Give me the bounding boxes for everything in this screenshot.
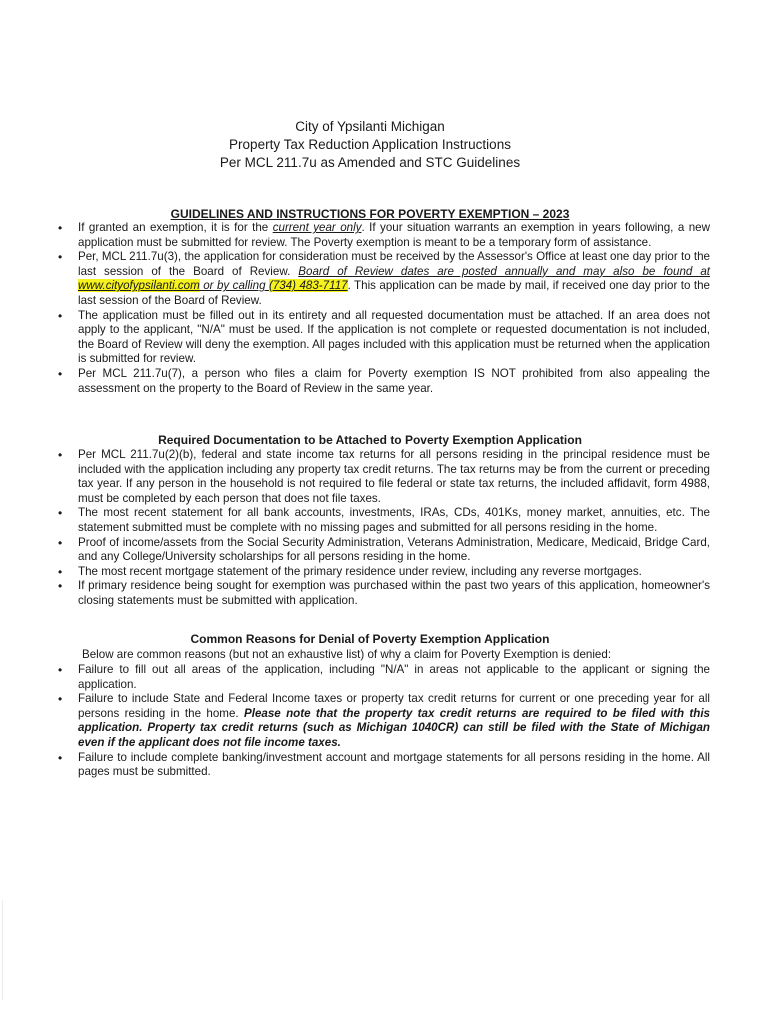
text-run: Per, MCL 211.7u(3), the application for consideration must be received by the Assessor's Office at least one day prior to the last session of the Board of Review. [78,250,710,278]
list-item: • Per MCL 211.7u(2)(b), federal and state income tax returns for all persons residing in the principal residence must be included with the application including any property tax credit returns. The tax returns may be from the current or preceding tax year. If any person in the household is not required to file federal or state tax returns, the included affidavit, form 4988, must be completed by each person that does not file taxes. [58,448,710,506]
list-item [58,692,710,750]
emphasis-text: current year only [272,221,362,234]
list-item: • If primary residence being sought for exemption was purchased within the past two years of this application, homeowner's closing statements must be submitted with application. [58,579,710,608]
list-item: • The most recent mortgage statement of the primary residence under review, including any reverse mortgages. [58,565,710,580]
title-line-instructions: Property Tax Reduction Application Instructions [229,137,511,152]
list-item: • The most recent statement for all bank accounts, investments, IRAs, CDs, 401Ks, money market, annuities, etc. The statement submitted must be complete with no missing pages and submitted for all persons residing in the home. [58,506,710,535]
text-run: Failure to include State and Federal Income taxes or property tax credit returns for current or one preceding year for all persons residing in the home. [78,692,710,720]
text-run: . This application can be made by mail, if received one day prior to the last session of the Board of Review. [78,279,710,307]
denial-heading: Common Reasons for Denial of Poverty Exemption Application [190,632,550,646]
guidelines-list [58,221,710,396]
scan-edge-line [2,900,3,1000]
required-docs-heading: Required Documentation to be Attached to Poverty Exemption Application [158,433,582,447]
text-run: . If your situation warrants an exemption in years following, a new application must be submitted for review. The Poverty exemption is meant to be a temporary form of assistance. [78,221,710,249]
document-title [0,118,740,172]
website-link[interactable]: www.cityofypsilanti.com [78,279,200,293]
list-item [58,250,710,308]
list-item: • Failure to fill out all areas of the application, including "N/A" in areas not applicable to the applicant or signing the application. [58,663,710,692]
denial-list [58,663,710,780]
list-item: • Per MCL 211.7u(7), a person who files a claim for Poverty exemption IS NOT prohibited from also appealing the assessment on the property to the Board of Review in the same year. [58,367,710,396]
text-run: If granted an exemption, it is for the [78,221,273,234]
list-item [58,221,710,250]
phone-number[interactable]: (734) 483-7117 [268,279,348,293]
text-run: or by calling [199,279,269,293]
guidelines-heading: GUIDELINES AND INSTRUCTIONS FOR POVERTY EXEMPTION – 2023 [170,207,570,221]
list-item: • Proof of income/assets from the Social Security Administration, Veterans Administration, Medicare, Medicaid, Bridge Card, and any College/University scholarships for all persons residing in the home. [58,536,710,565]
title-line-city: City of Ypsilanti Michigan [295,119,445,134]
title-line-mcl: Per MCL 211.7u as Amended and STC Guidelines [219,155,521,170]
denial-intro: Below are common reasons (but not an exhaustive list) of why a claim for Poverty Exemption is denied: [82,648,612,661]
bold-italic-note: Please note that the property tax credit returns are required to be filed with this application. Property tax credit returns (such as Michigan 1040CR) can still be filed with the State of Michigan even if the applicant does not file income taxes. [78,706,710,749]
board-dates-note: Board of Review dates are posted annually and may also be found at [298,264,710,278]
list-item: • Failure to include complete banking/investment account and mortgage statements for all persons residing in the home. All pages must be submitted. [58,751,710,780]
list-item: • The application must be filled out in its entirety and all requested documentation must be attached. If an area does not apply to the applicant, "N/A" must be used. If the application is not complete or requested documentation is not included, the Board of Review will deny the exemption. All pages included with this application must be returned when the application is submitted for review. [58,309,710,367]
required-docs-list [58,448,710,609]
